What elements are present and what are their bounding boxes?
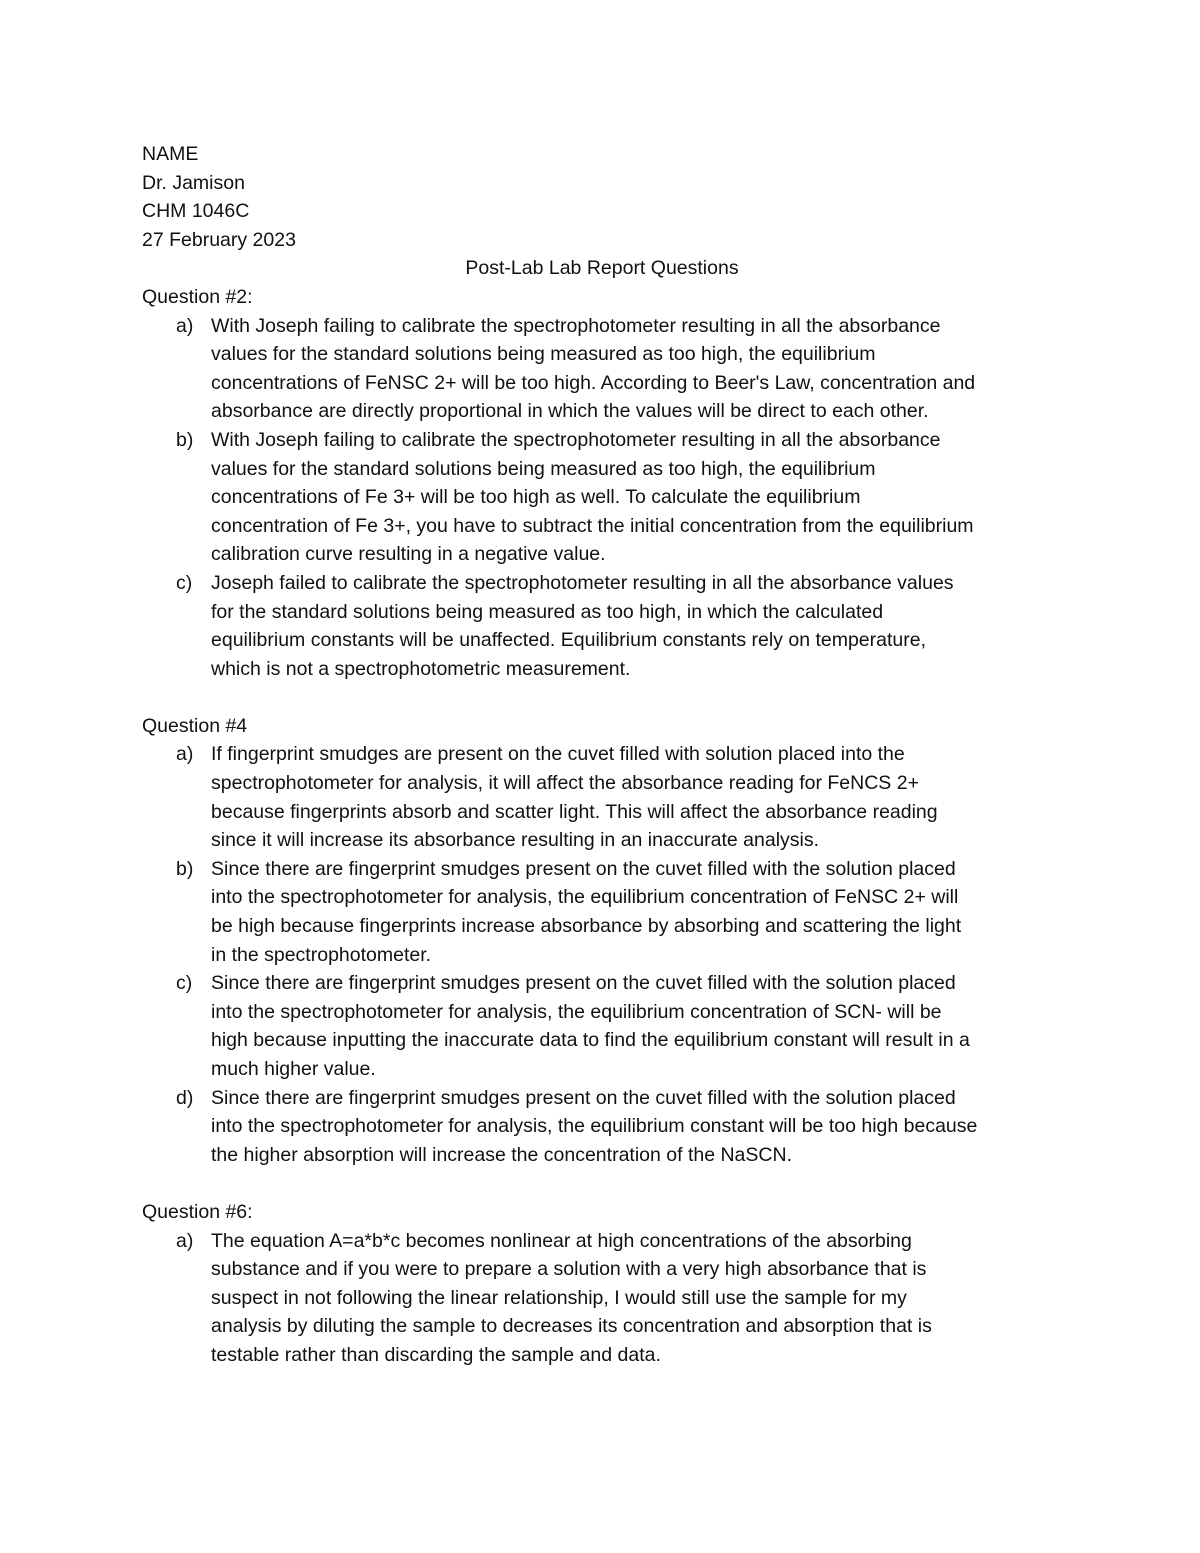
answer-text-line: values for the standard solutions being measured as too high, the equilibrium: [211, 343, 876, 366]
question-heading: Question #6:: [142, 1200, 253, 1223]
answer-text-line: values for the standard solutions being measured as too high, the equilibrium: [211, 457, 876, 480]
report-date: 27 February 2023: [142, 228, 296, 251]
answer-text-line: testable rather than discarding the sample and data.: [211, 1343, 661, 1366]
answer-text-line: which is not a spectrophotometric measurement.: [211, 657, 631, 680]
answer-text-line: equilibrium constants will be unaffected. Equilibrium constants rely on temperature,: [211, 629, 927, 652]
answer-text-line: the higher absorption will increase the concentration of the NaSCN.: [211, 1143, 792, 1166]
answer-text-line: Joseph failed to calibrate the spectrophotometer resulting in all the absorbance values: [211, 571, 954, 594]
answer-marker: a): [176, 314, 194, 337]
answer-text-line: be high because fingerprints increase absorbance by absorbing and scattering the light: [211, 915, 962, 938]
answer-text-line: The equation A=a*b*c becomes nonlinear at high concentrations of the absorbing: [211, 1229, 912, 1252]
answer-text-line: substance and if you were to prepare a solution with a very high absorbance that is: [211, 1258, 927, 1281]
answer-text-line: for the standard solutions being measured as too high, in which the calculated: [211, 600, 884, 623]
instructor-name: Dr. Jamison: [142, 171, 245, 194]
answer-item: [142, 855, 1062, 969]
answer-text-line: because fingerprints absorb and scatter light. This will affect the absorbance reading: [211, 800, 938, 823]
answer-item: [142, 969, 1062, 1083]
answer-marker: c): [176, 972, 193, 995]
answer-item: [142, 312, 1062, 426]
answer-text-line: Since there are fingerprint smudges present on the cuvet filled with the solution placed: [211, 972, 956, 995]
question-heading: Question #2:: [142, 285, 253, 308]
answer-list: [142, 740, 1062, 1169]
answer-text-line: If fingerprint smudges are present on the cuvet filled with solution placed into the: [211, 743, 905, 766]
answer-text-line: much higher value.: [211, 1058, 376, 1080]
question-section: [142, 283, 1062, 683]
answer-text-line: concentrations of FeNSC 2+ will be too high. According to Beer's Law, concentration and: [211, 371, 976, 394]
answer-text-line: into the spectrophotometer for analysis, the equilibrium concentration of FeNSC 2+ will: [211, 886, 959, 909]
section-spacer: [142, 683, 1062, 712]
answer-marker: a): [176, 743, 194, 766]
answer-list: [142, 312, 1062, 684]
answer-list: [142, 1227, 1062, 1370]
answer-text-line: absorbance are directly proportional in which the values will be direct to each other.: [211, 400, 929, 423]
answer-marker: a): [176, 1229, 194, 1252]
header-block: [142, 140, 1062, 254]
question-section: [142, 712, 1062, 1170]
answer-text-line: spectrophotometer for analysis, it will affect the absorbance reading for FeNCS 2+: [211, 772, 919, 795]
answer-text-line: high because inputting the inaccurate data to find the equilibrium constant will result in a: [211, 1029, 970, 1052]
answer-item: [142, 740, 1062, 854]
question-heading: Question #4: [142, 714, 248, 737]
answer-text-line: into the spectrophotometer for analysis, the equilibrium constant will be too high because: [211, 1115, 978, 1138]
answer-item: [142, 426, 1062, 569]
answer-text-line: since it will increase its absorbance resulting in an inaccurate analysis.: [211, 829, 820, 852]
answer-marker: b): [176, 857, 194, 880]
answer-text-line: Since there are fingerprint smudges present on the cuvet filled with the solution placed: [211, 1086, 956, 1109]
document-page: [142, 140, 1062, 1370]
answer-item: [142, 1227, 1062, 1370]
answer-marker: c): [176, 571, 193, 594]
student-name: NAME: [142, 143, 199, 165]
section-spacer: [142, 1169, 1062, 1198]
answer-marker: d): [176, 1086, 194, 1109]
answer-text-line: Since there are fingerprint smudges present on the cuvet filled with the solution placed: [211, 857, 956, 880]
answer-text-line: concentration of Fe 3+, you have to subtract the initial concentration from the equilibrium: [211, 514, 974, 537]
answer-item: [142, 569, 1062, 683]
answer-text-line: analysis by diluting the sample to decreases its concentration and absorption that is: [211, 1315, 932, 1338]
question-section: [142, 1198, 1062, 1370]
answer-marker: b): [176, 428, 194, 451]
course-code: CHM 1046C: [142, 200, 250, 223]
answer-text-line: calibration curve resulting in a negative value.: [211, 543, 606, 566]
answer-item: [142, 1084, 1062, 1170]
answer-text-line: suspect in not following the linear relationship, I would still use the sample for my: [211, 1286, 907, 1309]
answer-text-line: concentrations of Fe 3+ will be too high as well. To calculate the equilibrium: [211, 486, 861, 509]
questions-container: [142, 283, 1062, 1370]
answer-text-line: into the spectrophotometer for analysis, the equilibrium concentration of SCN- will be: [211, 1000, 942, 1023]
page-title: Post-Lab Lab Report Questions: [465, 257, 739, 280]
answer-text-line: With Joseph failing to calibrate the spectrophotometer resulting in all the absorbance: [211, 314, 941, 337]
answer-text-line: With Joseph failing to calibrate the spectrophotometer resulting in all the absorbance: [211, 428, 941, 451]
answer-text-line: in the spectrophotometer.: [211, 943, 432, 966]
